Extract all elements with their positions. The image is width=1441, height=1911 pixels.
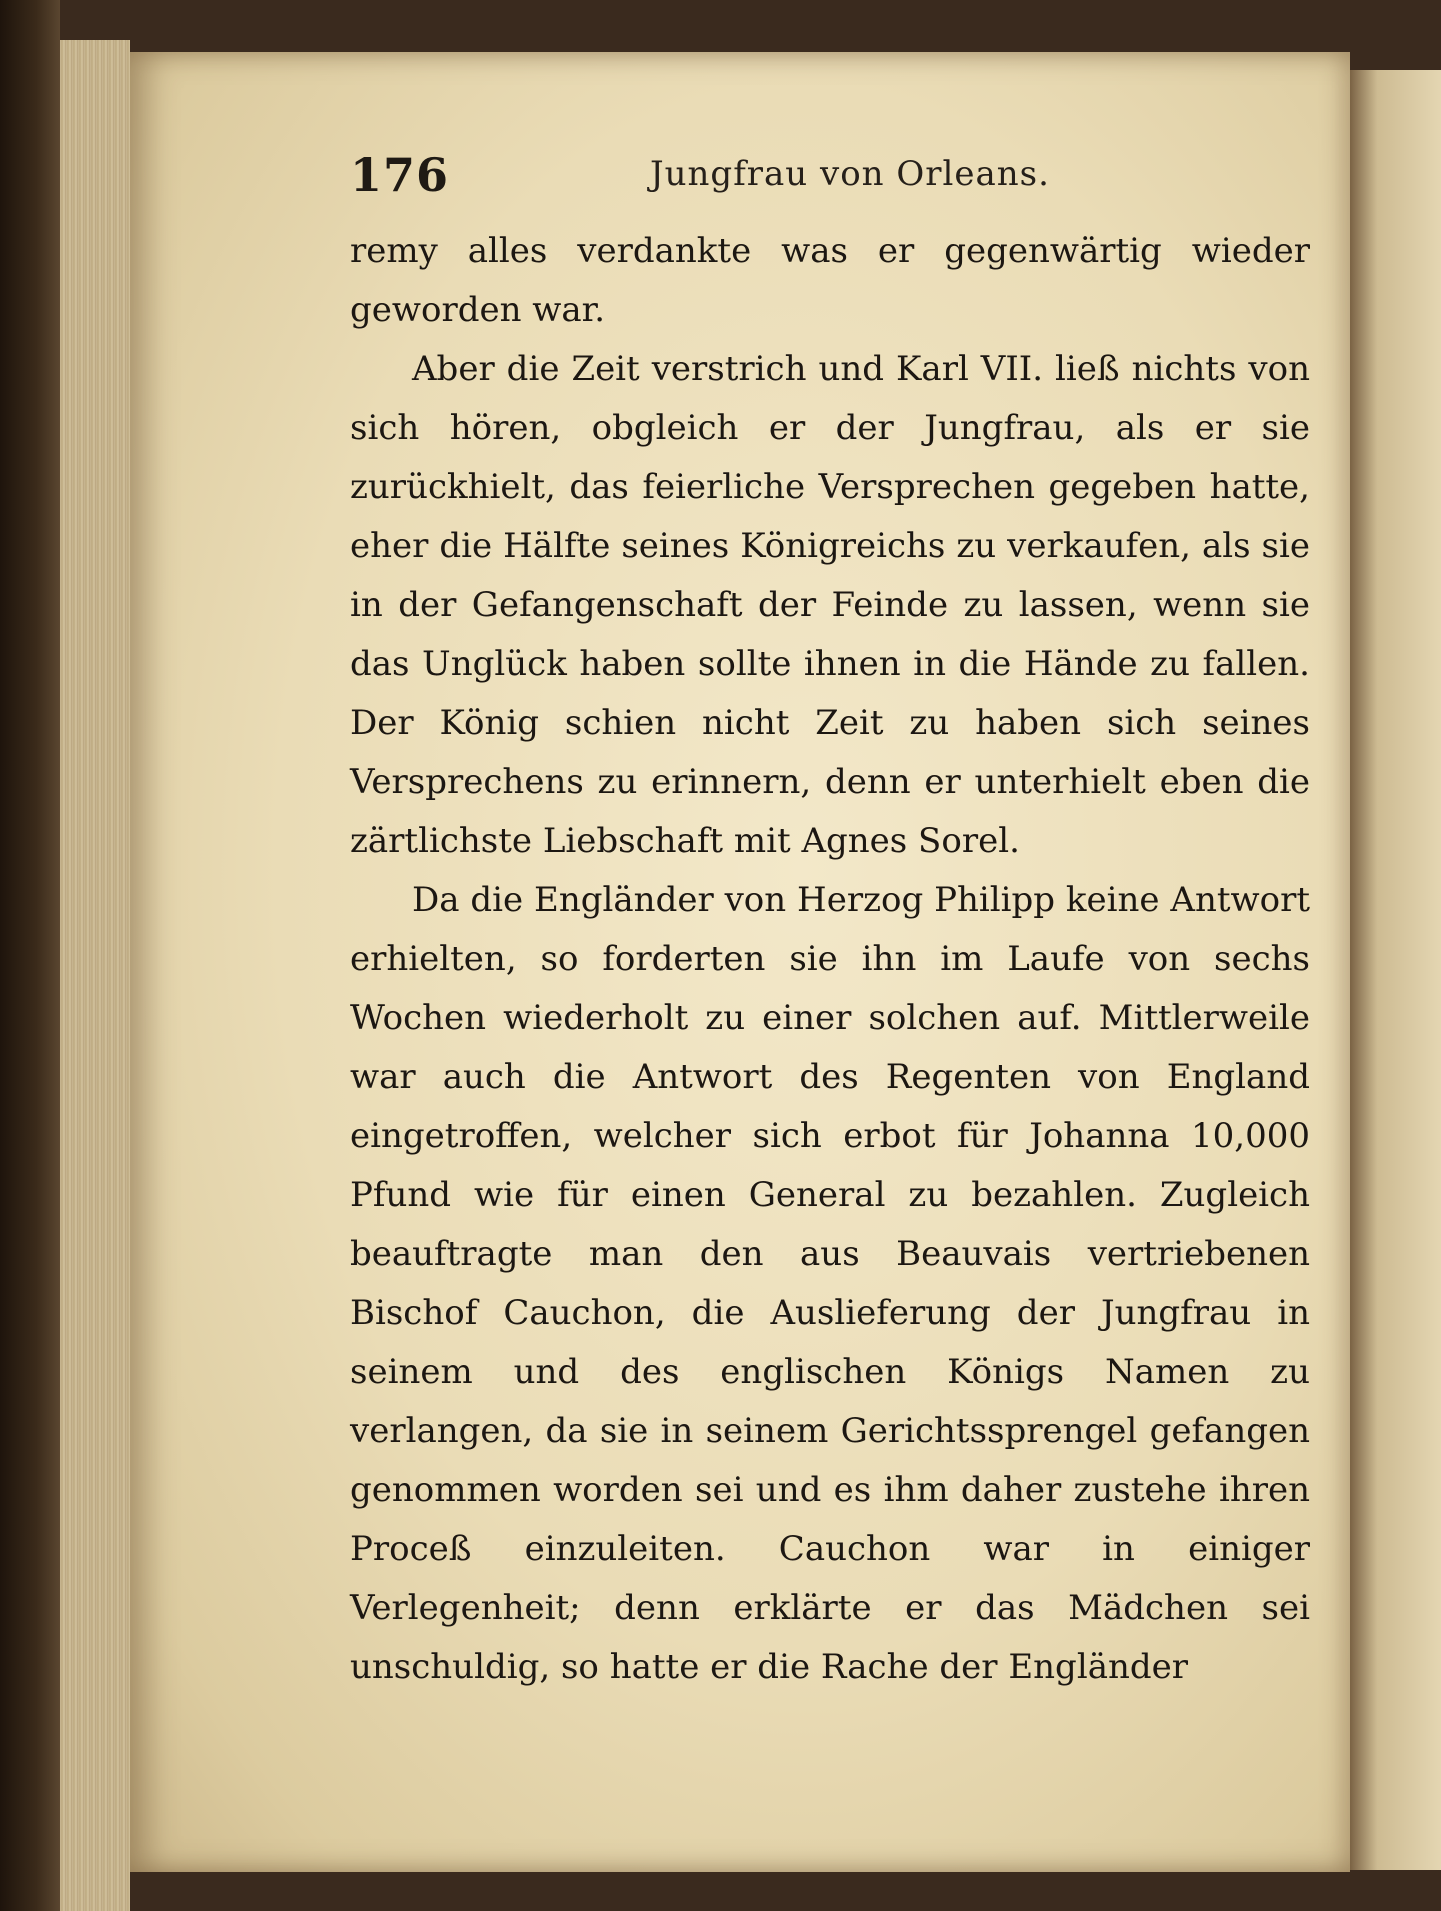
- paragraph-1: remy alles verdankte was er gegenwärtig wieder geworden war.: [350, 231, 1310, 330]
- paragraph-3: Da die Engländer von Herzog Philipp keine Antwort erhielten, so forderten sie ihn im Laufe von sechs Wochen wiederholt zu einer solchen auf. Mittlerweile war auch die Antwort des Regenten von England eingetroffen, welcher sich erbot für Johanna 10,000 Pfund wie für einen General zu bezahlen. Zugleich beauftragte man den aus Beauvais vertriebenen Bischof Cauchon, die Auslieferung der Jungfrau in seinem und des englischen Königs Namen zu verlangen, da sie in seinem Gerichtssprengel gefangen genommen worden sei und es ihm daher zustehe ihren Proceß einzuleiten. Cauchon war in einiger Verlegenheit; denn erklärte er das Mädchen sei unschuldig, so hatte er die Rache der Engländer: [350, 880, 1310, 1687]
- page-number: 176: [350, 148, 450, 202]
- page-header: [220, 148, 1310, 208]
- body-text: [350, 222, 1310, 1697]
- paragraph-2: Aber die Zeit verstrich und Karl VII. ließ nichts von sich hören, obgleich er der Jungfrau, als er sie zurückhielt, das feierliche Versprechen gegeben hatte, eher die Hälfte seines Königreichs zu verkaufen, als sie in der Gefangenschaft der Feinde zu lassen, wenn sie das Unglück haben sollte ihnen in die Hände zu fallen. Der König schien nicht Zeit zu haben sich seines Versprechens zu erinnern, denn er unterhielt eben die zärtlichste Liebschaft mit Agnes Sorel.: [350, 349, 1310, 861]
- running-title: Jungfrau von Orleans.: [650, 154, 1050, 194]
- book-binding: [0, 0, 60, 1911]
- facing-page-edge: [1350, 70, 1441, 1870]
